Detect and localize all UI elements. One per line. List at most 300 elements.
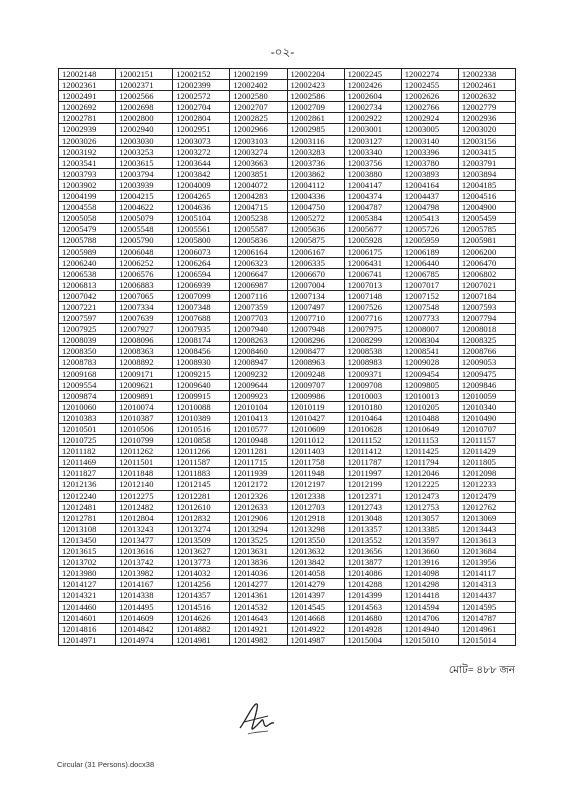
- roll-number-cell: 12007497: [287, 301, 344, 312]
- roll-number-cell: 12002148: [59, 69, 116, 80]
- roll-number-cell: 12003253: [116, 146, 173, 157]
- roll-number-cell: 12004112: [287, 179, 344, 190]
- roll-number-list: [58, 68, 516, 646]
- table-row: [59, 301, 516, 312]
- roll-number-cell: 12009915: [173, 390, 230, 401]
- roll-number-cell: 12006189: [401, 246, 458, 257]
- roll-number-cell: 12005548: [116, 224, 173, 235]
- roll-number-cell: 12008263: [230, 335, 287, 346]
- roll-number-cell: 12008783: [59, 357, 116, 368]
- roll-number-cell: 12009168: [59, 368, 116, 379]
- roll-number-cell: 12004185: [458, 179, 515, 190]
- roll-number-cell: 12010389: [173, 412, 230, 423]
- table-row: [59, 313, 516, 324]
- roll-number-cell: 12005928: [344, 235, 401, 246]
- roll-number-cell: 12014981: [173, 634, 230, 645]
- roll-number-cell: 12014298: [401, 579, 458, 590]
- roll-number-cell: 12010628: [344, 424, 401, 435]
- roll-number-cell: 12014167: [116, 579, 173, 590]
- table-row: [59, 213, 516, 224]
- roll-number-cell: 12011152: [344, 435, 401, 446]
- roll-number-cell: 12010180: [344, 401, 401, 412]
- roll-number-cell: 12013980: [59, 568, 116, 579]
- roll-number-cell: 12014321: [59, 590, 116, 601]
- roll-number-cell: 12014397: [287, 590, 344, 601]
- roll-number-cell: 12002338: [458, 69, 515, 80]
- roll-number-cell: 12002399: [173, 80, 230, 91]
- roll-number-cell: 12011412: [344, 446, 401, 457]
- roll-number-cell: 12009846: [458, 379, 515, 390]
- roll-number-cell: 12002455: [401, 80, 458, 91]
- roll-number-cell: 12009986: [287, 390, 344, 401]
- roll-number-cell: 12012225: [401, 479, 458, 490]
- roll-number-cell: 12003894: [458, 168, 515, 179]
- roll-number-cell: 12006939: [173, 279, 230, 290]
- roll-number-cell: 12002940: [116, 124, 173, 135]
- roll-number-cell: 12004798: [401, 202, 458, 213]
- roll-number-cell: 12011883: [173, 468, 230, 479]
- roll-number-cell: 12005561: [173, 224, 230, 235]
- roll-number-cell: 12005785: [458, 224, 515, 235]
- roll-number-cell: 12014974: [116, 634, 173, 645]
- roll-number-cell: 12013613: [458, 534, 515, 545]
- roll-number-cell: 12005875: [287, 235, 344, 246]
- roll-number-cell: 12006538: [59, 268, 116, 279]
- roll-number-cell: 12006741: [344, 268, 401, 279]
- roll-number-cell: 12014545: [287, 601, 344, 612]
- roll-number-cell: 12003794: [116, 168, 173, 179]
- roll-number-cell: 12005479: [59, 224, 116, 235]
- roll-number-cell: 12007017: [401, 279, 458, 290]
- roll-number-cell: 12008325: [458, 335, 515, 346]
- roll-number-cell: 12014058: [287, 568, 344, 579]
- roll-number-cell: 12006167: [287, 246, 344, 257]
- table-row: [59, 202, 516, 213]
- roll-number-cell: 12007134: [287, 290, 344, 301]
- roll-number-cell: 12012098: [458, 468, 515, 479]
- table-row: [59, 534, 516, 545]
- roll-number-cell: 12002632: [458, 91, 515, 102]
- roll-number-cell: 12010003: [344, 390, 401, 401]
- roll-number-cell: 12014437: [458, 590, 515, 601]
- roll-number-cell: 12004558: [59, 202, 116, 213]
- roll-number-cell: 12010488: [401, 412, 458, 423]
- roll-number-cell: 12013956: [458, 557, 515, 568]
- roll-number-cell: 12007021: [458, 279, 515, 290]
- roll-number-cell: 12002586: [287, 91, 344, 102]
- table-row: [59, 113, 516, 124]
- roll-number-cell: 12007639: [116, 313, 173, 324]
- table-row: [59, 91, 516, 102]
- roll-number-cell: 12004283: [230, 191, 287, 202]
- table-row: [59, 335, 516, 346]
- roll-number-cell: 12014399: [344, 590, 401, 601]
- roll-number-cell: 12002800: [116, 113, 173, 124]
- roll-number-cell: 12012832: [173, 512, 230, 523]
- roll-number-cell: 12011429: [458, 446, 515, 457]
- roll-number-cell: 12010074: [116, 401, 173, 412]
- roll-number-cell: 12008350: [59, 346, 116, 357]
- roll-number-cell: 12012199: [344, 479, 401, 490]
- roll-number-cell: 12006670: [287, 268, 344, 279]
- roll-number-cell: 12008541: [401, 346, 458, 357]
- roll-number-cell: 12008039: [59, 335, 116, 346]
- table-row: [59, 235, 516, 246]
- roll-number-cell: 12012633: [230, 501, 287, 512]
- roll-number-cell: 12002245: [344, 69, 401, 80]
- roll-number-cell: 12012172: [230, 479, 287, 490]
- roll-number-cell: 12010013: [401, 390, 458, 401]
- roll-number-cell: 12007975: [344, 324, 401, 335]
- roll-number-cell: 12007688: [173, 313, 230, 324]
- roll-number-cell: 12003396: [401, 146, 458, 157]
- roll-number-cell: 12003026: [59, 135, 116, 146]
- roll-number-cell: 12011805: [458, 457, 515, 468]
- roll-number-cell: 12007152: [401, 290, 458, 301]
- roll-number-cell: 12007593: [458, 301, 515, 312]
- roll-number-cell: 12003902: [59, 179, 116, 190]
- roll-number-cell: 12004374: [344, 191, 401, 202]
- roll-number-cell: 12007099: [173, 290, 230, 301]
- roll-number-cell: 12010387: [116, 412, 173, 423]
- roll-number-cell: 12007334: [116, 301, 173, 312]
- table-row: [59, 468, 516, 479]
- roll-number-cell: 12007716: [344, 313, 401, 324]
- roll-number-cell: 12012140: [116, 479, 173, 490]
- table-row: [59, 512, 516, 523]
- roll-number-cell: 12002626: [401, 91, 458, 102]
- roll-number-cell: 12012371: [344, 490, 401, 501]
- roll-number-cell: 12003862: [287, 168, 344, 179]
- roll-number-cell: 12015004: [344, 634, 401, 645]
- roll-number-cell: 12005459: [458, 213, 515, 224]
- roll-number-cell: 12014594: [401, 601, 458, 612]
- table-row: [59, 157, 516, 168]
- roll-number-cell: 12003156: [458, 135, 515, 146]
- roll-number-cell: 12011266: [173, 446, 230, 457]
- roll-number-cell: 12007065: [116, 290, 173, 301]
- table-row: [59, 102, 516, 113]
- roll-number-cell: 12013742: [116, 557, 173, 568]
- roll-number-cell: 12003644: [173, 157, 230, 168]
- roll-number-cell: 12006802: [458, 268, 515, 279]
- roll-number-cell: 12014643: [230, 612, 287, 623]
- roll-number-cell: 12005058: [59, 213, 116, 224]
- roll-number-cell: 12010516: [173, 424, 230, 435]
- roll-number-cell: 12013509: [173, 534, 230, 545]
- roll-number-cell: 12009891: [116, 390, 173, 401]
- roll-number-cell: 12010088: [173, 401, 230, 412]
- roll-number-cell: 12014338: [116, 590, 173, 601]
- roll-number-cell: 12004215: [116, 191, 173, 202]
- roll-number-cell: 12002939: [59, 124, 116, 135]
- roll-number-cell: 12003415: [458, 146, 515, 157]
- roll-number-cell: 12014940: [401, 623, 458, 634]
- roll-number-cell: 12012482: [116, 501, 173, 512]
- roll-number-cell: 12007794: [458, 313, 515, 324]
- roll-number-cell: 12006323: [230, 257, 287, 268]
- roll-number-cell: 12011758: [287, 457, 344, 468]
- roll-number-cell: 12011715: [230, 457, 287, 468]
- roll-number-cell: 12008538: [344, 346, 401, 357]
- roll-number-cell: 12005981: [458, 235, 515, 246]
- table-row: [59, 80, 516, 91]
- table-row: [59, 424, 516, 435]
- roll-number-cell: 12006200: [458, 246, 515, 257]
- roll-number-cell: 12002491: [59, 91, 116, 102]
- roll-number-cell: 12002734: [344, 102, 401, 113]
- roll-number-cell: 12013550: [287, 534, 344, 545]
- roll-number-cell: 12003116: [287, 135, 344, 146]
- roll-number-cell: 12007184: [458, 290, 515, 301]
- table-row: [59, 546, 516, 557]
- roll-number-cell: 12010501: [59, 424, 116, 435]
- roll-number-cell: 12006647: [230, 268, 287, 279]
- roll-number-cell: 12006252: [116, 257, 173, 268]
- roll-number-cell: 12007940: [230, 324, 287, 335]
- roll-number-cell: 12002426: [344, 80, 401, 91]
- roll-number-cell: 12004636: [173, 202, 230, 213]
- roll-number-cell: 12003615: [116, 157, 173, 168]
- table-row: [59, 279, 516, 290]
- roll-number-cell: 12002766: [401, 102, 458, 113]
- roll-number-cell: 12009923: [230, 390, 287, 401]
- roll-number-cell: 12012743: [344, 501, 401, 512]
- roll-number-cell: 12011848: [116, 468, 173, 479]
- roll-number-cell: 12011281: [230, 446, 287, 457]
- roll-number-cell: 12007935: [173, 324, 230, 335]
- roll-number-cell: 12010060: [59, 401, 116, 412]
- roll-number-cell: 12009028: [401, 357, 458, 368]
- roll-number-cell: 12002580: [230, 91, 287, 102]
- roll-number-cell: 12014816: [59, 623, 116, 634]
- roll-number-cell: 12013357: [344, 523, 401, 534]
- roll-number-cell: 12010413: [230, 412, 287, 423]
- table-row: [59, 224, 516, 235]
- roll-number-cell: 12003283: [287, 146, 344, 157]
- roll-number-cell: 12002861: [287, 113, 344, 124]
- roll-number-cell: 12002709: [287, 102, 344, 113]
- roll-number-cell: 12007597: [59, 313, 116, 324]
- roll-number-cell: 12006576: [116, 268, 173, 279]
- roll-number-cell: 12013385: [401, 523, 458, 534]
- roll-number-cell: 12003127: [344, 135, 401, 146]
- roll-number-cell: 12011403: [287, 446, 344, 457]
- table-row: [59, 579, 516, 590]
- roll-number-cell: 12011425: [401, 446, 458, 457]
- roll-number-cell: 12012753: [401, 501, 458, 512]
- roll-number-cell: 12012145: [173, 479, 230, 490]
- roll-number-cell: 12008299: [344, 335, 401, 346]
- table-row: [59, 191, 516, 202]
- roll-number-cell: 12003756: [344, 157, 401, 168]
- roll-number-cell: 12007042: [59, 290, 116, 301]
- roll-number-cell: 12005079: [116, 213, 173, 224]
- roll-number-cell: 12009874: [59, 390, 116, 401]
- roll-number-cell: 12005836: [230, 235, 287, 246]
- roll-number-cell: 12008018: [458, 324, 515, 335]
- table-row: [59, 246, 516, 257]
- roll-number-cell: 12003140: [401, 135, 458, 146]
- roll-number-cell: 12012610: [173, 501, 230, 512]
- roll-number-cell: 12014626: [173, 612, 230, 623]
- roll-number-cell: 12013656: [344, 546, 401, 557]
- roll-number-cell: 12009371: [344, 368, 401, 379]
- roll-number-cell: 12006175: [344, 246, 401, 257]
- roll-number-cell: 12013702: [59, 557, 116, 568]
- roll-number-cell: 12010340: [458, 401, 515, 412]
- roll-number-cell: 12003793: [59, 168, 116, 179]
- roll-number-cell: 12013069: [458, 512, 515, 523]
- roll-number-cell: 12004164: [401, 179, 458, 190]
- roll-number-cell: 12011997: [344, 468, 401, 479]
- roll-number-cell: 12010104: [230, 401, 287, 412]
- roll-number-cell: 12009171: [116, 368, 173, 379]
- roll-number-cell: 12009644: [230, 379, 287, 390]
- roll-number-cell: 12009053: [458, 357, 515, 368]
- roll-number-table: [58, 68, 516, 646]
- roll-number-cell: 12003073: [173, 135, 230, 146]
- roll-number-cell: 12010119: [287, 401, 344, 412]
- roll-number-cell: 12003272: [173, 146, 230, 157]
- roll-number-cell: 12011262: [116, 446, 173, 457]
- table-row: [59, 268, 516, 279]
- roll-number-cell: 12014279: [287, 579, 344, 590]
- table-row: [59, 379, 516, 390]
- roll-number-cell: 12002707: [230, 102, 287, 113]
- roll-number-cell: 12007733: [401, 313, 458, 324]
- roll-number-cell: 12014922: [287, 623, 344, 634]
- roll-number-cell: 12012233: [458, 479, 515, 490]
- roll-number-cell: 12002151: [116, 69, 173, 80]
- table-row: [59, 457, 516, 468]
- table-row: [59, 412, 516, 423]
- roll-number-cell: 12004147: [344, 179, 401, 190]
- roll-number-cell: 12007925: [59, 324, 116, 335]
- roll-number-cell: 12013632: [287, 546, 344, 557]
- roll-number-table-body: [59, 69, 516, 646]
- roll-number-cell: 12006073: [173, 246, 230, 257]
- table-row: [59, 601, 516, 612]
- roll-number-cell: 12009707: [287, 379, 344, 390]
- roll-number-cell: 12008174: [173, 335, 230, 346]
- roll-number-cell: 12014086: [344, 568, 401, 579]
- roll-number-cell: 12006813: [59, 279, 116, 290]
- table-row: [59, 146, 516, 157]
- roll-number-cell: 12013597: [401, 534, 458, 545]
- table-row: [59, 179, 516, 190]
- roll-number-cell: 12008983: [344, 357, 401, 368]
- roll-number-cell: 12009805: [401, 379, 458, 390]
- table-row: [59, 168, 516, 179]
- roll-number-cell: 12012338: [287, 490, 344, 501]
- roll-number-cell: 12010799: [116, 435, 173, 446]
- roll-number-cell: 12011012: [287, 435, 344, 446]
- roll-number-cell: 12004516: [458, 191, 515, 202]
- roll-number-cell: 12013916: [401, 557, 458, 568]
- roll-number-cell: 12014516: [173, 601, 230, 612]
- roll-number-cell: 12009640: [173, 379, 230, 390]
- roll-number-cell: 12005384: [344, 213, 401, 224]
- roll-number-cell: 12009215: [173, 368, 230, 379]
- roll-number-cell: 12003001: [344, 124, 401, 135]
- roll-number-cell: 12002423: [287, 80, 344, 91]
- roll-number-cell: 12007359: [230, 301, 287, 312]
- table-row: [59, 557, 516, 568]
- roll-number-cell: 12011794: [401, 457, 458, 468]
- roll-number-cell: 12007703: [230, 313, 287, 324]
- roll-number-cell: 12013836: [230, 557, 287, 568]
- roll-number-cell: 12014787: [458, 612, 515, 623]
- roll-number-cell: 12009621: [116, 379, 173, 390]
- roll-number-cell: 12004622: [116, 202, 173, 213]
- roll-number-cell: 12003939: [116, 179, 173, 190]
- roll-number-cell: 12003192: [59, 146, 116, 157]
- roll-number-cell: 12005413: [401, 213, 458, 224]
- roll-number-cell: 12007148: [344, 290, 401, 301]
- roll-number-cell: 12010725: [59, 435, 116, 446]
- roll-number-cell: 12005238: [230, 213, 287, 224]
- roll-number-cell: 12013048: [344, 512, 401, 523]
- roll-number-cell: 12008304: [401, 335, 458, 346]
- roll-number-cell: 12002361: [59, 80, 116, 91]
- roll-number-cell: 12014361: [230, 590, 287, 601]
- roll-number-cell: 12009454: [401, 368, 458, 379]
- roll-number-cell: 12002199: [230, 69, 287, 80]
- roll-number-cell: 12014495: [116, 601, 173, 612]
- total-count: মোট= ৪৮৮ জন: [448, 665, 515, 676]
- roll-number-cell: 12013616: [116, 546, 173, 557]
- roll-number-cell: 12015010: [401, 634, 458, 645]
- roll-number-cell: 12012240: [59, 490, 116, 501]
- table-row: [59, 523, 516, 534]
- roll-number-cell: 12013274: [173, 523, 230, 534]
- table-row: [59, 390, 516, 401]
- roll-number-cell: 12012326: [230, 490, 287, 501]
- roll-number-cell: 12006594: [173, 268, 230, 279]
- roll-number-cell: 12002936: [458, 113, 515, 124]
- roll-number-cell: 12014418: [401, 590, 458, 601]
- roll-number-cell: 12013525: [230, 534, 287, 545]
- roll-number-cell: 12004750: [287, 202, 344, 213]
- roll-number-cell: 12012479: [458, 490, 515, 501]
- roll-number-cell: 12014256: [173, 579, 230, 590]
- roll-number-cell: 12011587: [173, 457, 230, 468]
- roll-number-cell: 12005989: [59, 246, 116, 257]
- roll-number-cell: 12011827: [59, 468, 116, 479]
- table-row: [59, 69, 516, 80]
- roll-number-cell: 12013057: [401, 512, 458, 523]
- roll-number-cell: 12012275: [116, 490, 173, 501]
- roll-number-cell: 12010948: [230, 435, 287, 446]
- footer-filename: Circular (31 Persons).docx38: [57, 760, 155, 769]
- roll-number-cell: 12003791: [458, 157, 515, 168]
- roll-number-cell: 12006264: [173, 257, 230, 268]
- roll-number-cell: 12014098: [401, 568, 458, 579]
- roll-number-cell: 12014460: [59, 601, 116, 612]
- roll-number-cell: 12002924: [401, 113, 458, 124]
- roll-number-cell: 12012781: [59, 512, 116, 523]
- roll-number-cell: 12009475: [458, 368, 515, 379]
- roll-number-cell: 12005726: [401, 224, 458, 235]
- roll-number-cell: 12010707: [458, 424, 515, 435]
- table-row: [59, 634, 516, 645]
- roll-number-cell: 12005272: [287, 213, 344, 224]
- roll-number-cell: 12014277: [230, 579, 287, 590]
- roll-number-cell: 12003736: [287, 157, 344, 168]
- roll-number-cell: 12003340: [344, 146, 401, 157]
- roll-number-cell: 12010383: [59, 412, 116, 423]
